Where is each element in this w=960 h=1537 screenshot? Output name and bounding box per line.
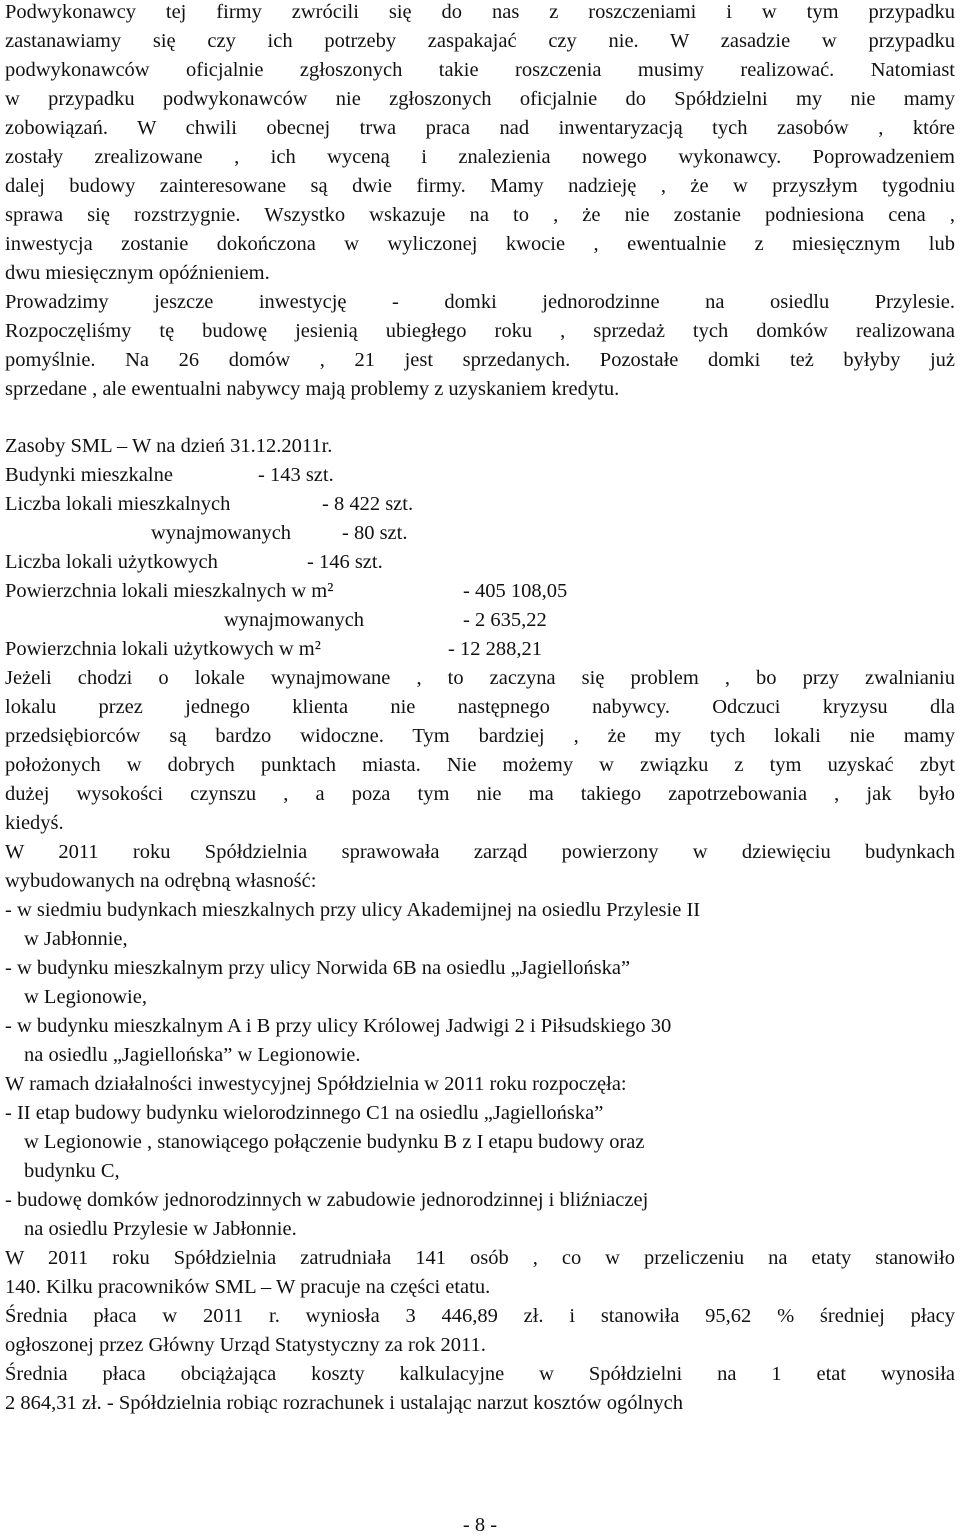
stats-value: - 143 szt. — [258, 464, 334, 486]
stats-label: Liczba lokali użytkowych — [5, 551, 218, 573]
stats-row-rented-units — [5, 519, 955, 548]
text-line: Podwykonawcy tej firmy zwrócili się do nas z roszczeniami i w tym przypadku — [5, 1, 955, 23]
text-line: Średnia płaca obciążająca koszty kalkulacyjne w Spółdzielni na 1 etat wynosiła — [5, 1363, 955, 1385]
stats-row-residential-area — [5, 577, 955, 606]
stats-label: Powierzchnia lokali użytkowych w m² — [5, 638, 321, 660]
text-line: Jeżeli chodzi o lokale wynajmowane , to zaczyna się problem , bo przy zwalnianiu — [5, 667, 955, 689]
stats-label: Powierzchnia lokali mieszkalnych w m² — [5, 580, 334, 602]
list-item-continuation: na osiedlu „Jagiellońska” w Legionowie. — [24, 1044, 361, 1066]
list-item-continuation: budynku C, — [24, 1160, 120, 1182]
text-line: Prowadzimy jeszcze inwestycję - domki jednorodzinne na osiedlu Przylesie. — [5, 291, 955, 313]
text-line: 2 864,31 zł. - Spółdzielnia robiąc rozrachunek i ustalając narzut kosztów ogólnych — [5, 1392, 683, 1414]
list-item: - w siedmiu budynkach mieszkalnych przy ulicy Akademijnej na osiedlu Przylesie II — [5, 899, 701, 921]
stats-row-rented-area — [5, 606, 955, 635]
text-line: W 2011 roku Spółdzielnia sprawowała zarząd powierzony w dziewięciu budynkach — [5, 841, 955, 863]
text-line: zobowiązań. W chwili obecnej trwa praca nad inwentaryzacją tych zasobów , które — [5, 117, 955, 139]
list-item: - budowę domków jednorodzinnych w zabudowie jednorodzinnej i bliźniaczej — [5, 1189, 649, 1211]
text-line: sprzedane , ale ewentualni nabywcy mają problemy z uzyskaniem kredytu. — [5, 378, 620, 400]
text-line: kiedyś. — [5, 812, 64, 834]
text-line: 140. Kilku pracowników SML – W pracuje na części etatu. — [5, 1276, 491, 1298]
text-line: W ramach działalności inwestycyjnej Spółdzielnia w 2011 roku rozpoczęła: — [5, 1073, 627, 1095]
text-line: w przypadku podwykonawców nie zgłoszonych oficjalnie do Spółdzielni my nie mamy — [5, 88, 955, 110]
stats-value: - 405 108,05 — [463, 580, 568, 602]
list-item: - II etap budowy budynku wielorodzinnego C1 na osiedlu „Jagiellońska” — [5, 1102, 604, 1124]
list-item-continuation: w Legionowie , stanowiącego połączenie budynku B z I etapu budowy oraz — [24, 1131, 645, 1153]
list-item-continuation: w Jabłonnie, — [24, 928, 128, 950]
stats-value: - 2 635,22 — [463, 609, 547, 631]
text-line: lokalu przez jednego klienta nie następnego nabywcy. Odczuci kryzysu dla — [5, 696, 955, 718]
stats-value: - 146 szt. — [307, 551, 383, 573]
text-line: przedsiębiorców są bardzo widoczne. Tym bardziej , że my tych lokali nie mamy — [5, 725, 955, 747]
text-line: zostały zrealizowane , ich wyceną i znalezienia nowego wykonawcy. Poprowadzeniem — [5, 146, 955, 168]
stats-heading: Zasoby SML – W na dzień 31.12.2011r. — [5, 435, 333, 457]
stats-row-buildings — [5, 461, 955, 490]
stats-value: - 80 szt. — [342, 522, 408, 544]
text-line: wybudowanych na odrębną własność: — [5, 870, 317, 892]
stats-label: Liczba lokali mieszkalnych — [5, 493, 231, 515]
stats-row-commercial-area — [5, 635, 955, 664]
page-number: - 8 - — [462, 1514, 498, 1536]
text-line: Rozpoczęliśmy tę budowę jesienią ubiegłego roku , sprzedaż tych domków realizowana — [5, 320, 955, 342]
stats-value: - 12 288,21 — [448, 638, 542, 660]
list-item-continuation: w Legionowie, — [24, 986, 147, 1008]
list-item: - w budynku mieszkalnym przy ulicy Norwida 6B na osiedlu „Jagiellońska” — [5, 957, 631, 979]
text-line: sprawa się rozstrzygnie. Wszystko wskazuje na to , że nie zostanie podniesiona cena , — [5, 204, 955, 226]
list-item-continuation: na osiedlu Przylesie w Jabłonnie. — [24, 1218, 297, 1240]
list-item: - w budynku mieszkalnym A i B przy ulicy Królowej Jadwigi 2 i Piłsudskiego 30 — [5, 1015, 672, 1037]
stats-row-residential-units — [5, 490, 955, 519]
text-line: dalej budowy zainteresowane są dwie firmy. Mamy nadzieję , że w przyszłym tygodniu — [5, 175, 955, 197]
text-line: W 2011 roku Spółdzielnia zatrudniała 141 osób , co w przeliczeniu na etaty stanowiło — [5, 1247, 955, 1269]
stats-label: Budynki mieszkalne — [5, 464, 173, 486]
text-line: inwestycja zostanie dokończona w wyliczonej kwocie , ewentualnie z miesięcznym lub — [5, 233, 955, 255]
text-line: Średnia płaca w 2011 r. wyniosła 3 446,89 zł. i stanowiła 95,62 % średniej płacy — [5, 1305, 955, 1327]
stats-label: wynajmowanych — [224, 609, 365, 631]
stats-row-commercial-units — [5, 548, 955, 577]
text-line: pomyślnie. Na 26 domów , 21 jest sprzedanych. Pozostałe domki też byłyby już — [5, 349, 955, 371]
stats-value: - 8 422 szt. — [322, 493, 414, 515]
stats-label: wynajmowanych — [151, 522, 292, 544]
text-line: zastanawiamy się czy ich potrzeby zaspakajać czy nie. W zasadzie w przypadku — [5, 30, 955, 52]
text-line: dużej wysokości czynszu , a poza tym nie ma takiego zapotrzebowania , jak było — [5, 783, 955, 805]
text-line: podwykonawców oficjalnie zgłoszonych takie roszczenia musimy realizować. Natomiast — [5, 59, 955, 81]
text-line: dwu miesięcznym opóźnieniem. — [5, 262, 270, 284]
text-line: położonych w dobrych punktach miasta. Nie możemy w związku z tym uzyskać zbyt — [5, 754, 955, 776]
text-line: ogłoszonej przez Główny Urząd Statystyczny za rok 2011. — [5, 1334, 486, 1356]
